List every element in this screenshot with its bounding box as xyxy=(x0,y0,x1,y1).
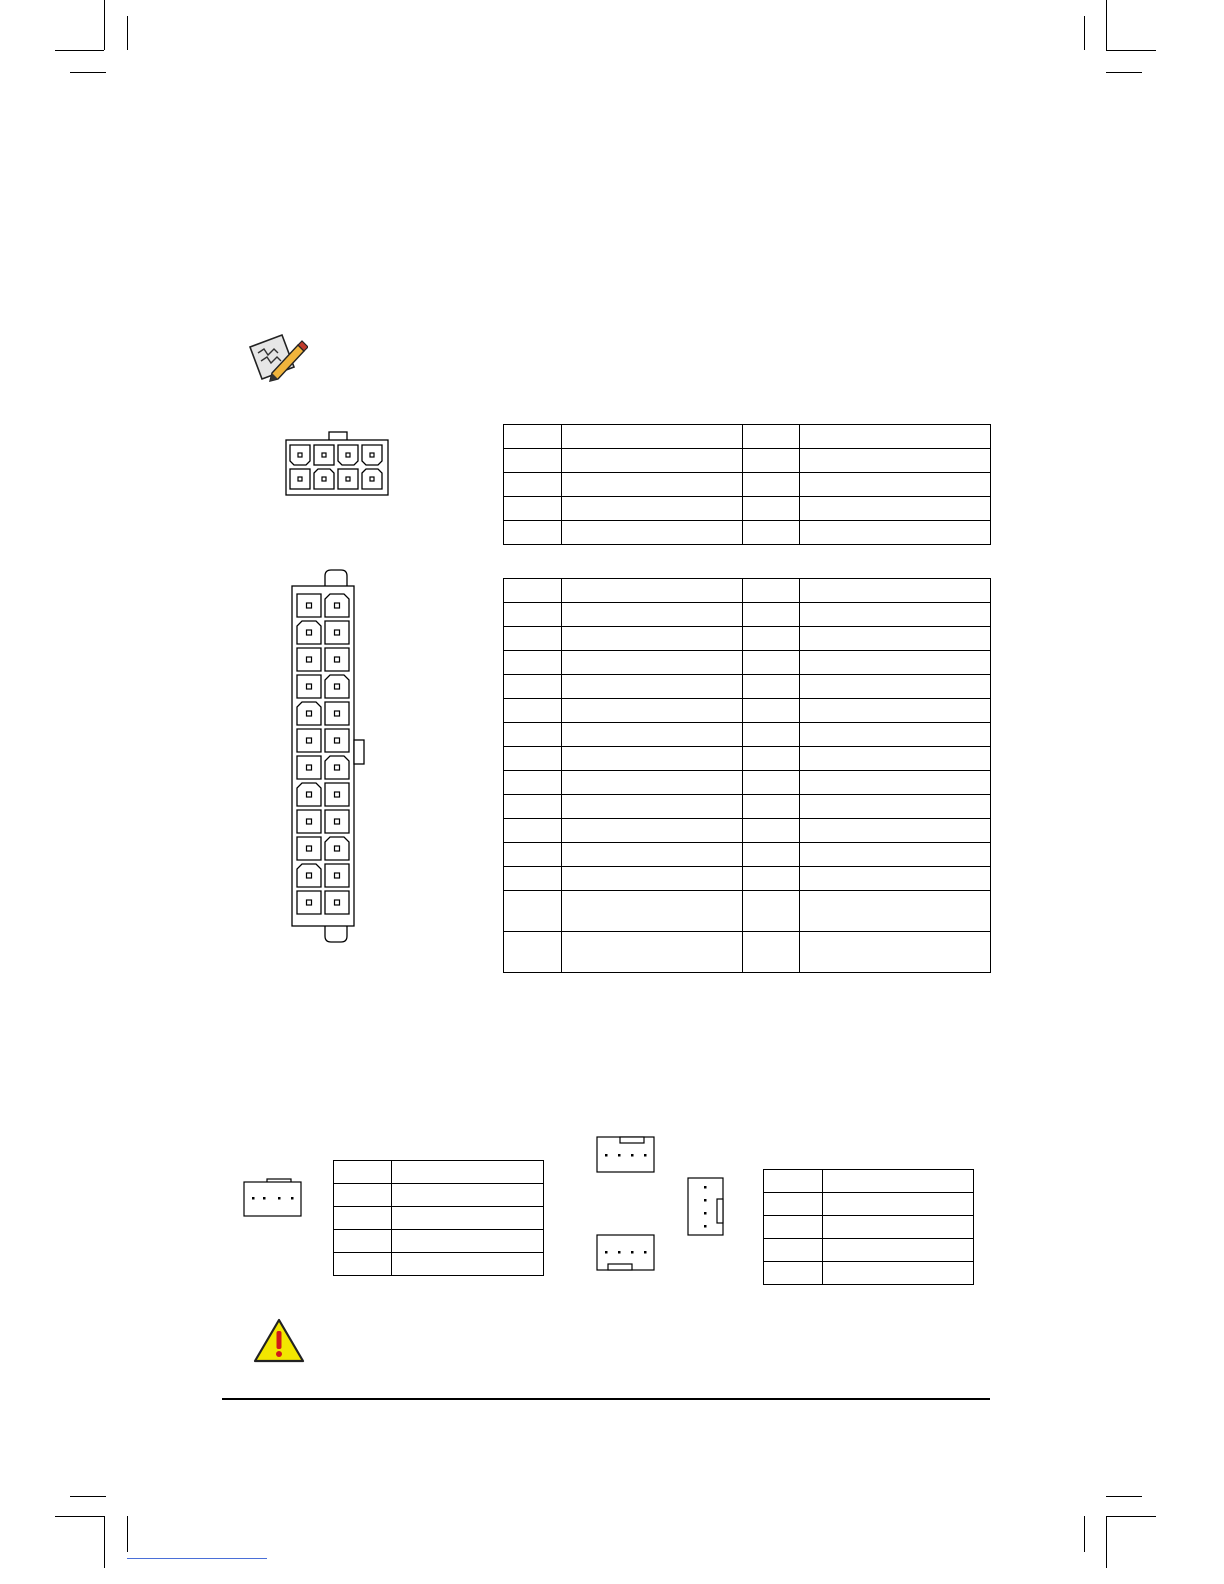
table-row xyxy=(504,675,991,699)
table-cell xyxy=(800,449,991,473)
table-cell xyxy=(504,795,562,819)
table-cell xyxy=(392,1253,544,1276)
connector-pin-contact xyxy=(335,630,340,635)
table-cell xyxy=(392,1230,544,1253)
table-cell xyxy=(562,579,743,603)
connector-pin-contact xyxy=(335,900,340,905)
connector-pin-contact xyxy=(307,738,312,743)
table-cell xyxy=(562,699,743,723)
table-cell xyxy=(504,651,562,675)
note-pencil-icon xyxy=(246,333,308,385)
footer-rule xyxy=(222,1398,990,1400)
table-cell xyxy=(504,579,562,603)
connector-pin-contact xyxy=(335,684,340,689)
table-cell xyxy=(562,497,743,521)
table-cell xyxy=(504,675,562,699)
table-cell xyxy=(743,579,800,603)
table-cell xyxy=(743,771,800,795)
fan-header-bottom-connector xyxy=(596,1234,656,1272)
table-row xyxy=(334,1230,544,1253)
table-cell xyxy=(562,603,743,627)
table-cell xyxy=(823,1170,974,1193)
table-cell xyxy=(743,932,800,973)
table-cell xyxy=(823,1193,974,1216)
table-cell xyxy=(334,1253,392,1276)
table-row xyxy=(334,1184,544,1207)
table-row xyxy=(504,651,991,675)
table-cell xyxy=(743,699,800,723)
table-row xyxy=(504,521,991,545)
connector-pin-contact xyxy=(335,819,340,824)
table-cell xyxy=(743,449,800,473)
table-cell xyxy=(562,675,743,699)
table-cell xyxy=(823,1216,974,1239)
atx-2x12-connector xyxy=(290,568,368,944)
table-cell xyxy=(800,473,991,497)
table-cell xyxy=(743,843,800,867)
table-cell xyxy=(743,867,800,891)
table-cell xyxy=(800,795,991,819)
table-cell xyxy=(800,675,991,699)
table-cell xyxy=(800,603,991,627)
fan-header-pin-table-right xyxy=(763,1169,974,1285)
table-row xyxy=(504,579,991,603)
table-cell xyxy=(743,795,800,819)
table-cell xyxy=(800,771,991,795)
table-cell xyxy=(504,867,562,891)
connector-pin-contact xyxy=(335,711,340,716)
connector-pin-contact xyxy=(307,684,312,689)
table-cell xyxy=(743,723,800,747)
table-row xyxy=(504,723,991,747)
table-cell xyxy=(334,1207,392,1230)
table-cell xyxy=(562,795,743,819)
table-cell xyxy=(743,747,800,771)
connector-pin-contact xyxy=(335,657,340,662)
table-cell xyxy=(562,723,743,747)
table-row xyxy=(504,497,991,521)
table-cell xyxy=(504,843,562,867)
table-cell xyxy=(800,627,991,651)
table-cell xyxy=(562,843,743,867)
connector-pin-contact xyxy=(335,846,340,851)
table-cell xyxy=(800,747,991,771)
table-row xyxy=(504,473,991,497)
table-row xyxy=(504,627,991,651)
table-cell xyxy=(800,932,991,973)
table-cell xyxy=(504,497,562,521)
connector-pin-contact xyxy=(307,873,312,878)
connector-pin-contact xyxy=(307,900,312,905)
table-cell xyxy=(562,651,743,675)
table-cell xyxy=(504,449,562,473)
table-cell xyxy=(562,425,743,449)
table-cell xyxy=(764,1170,823,1193)
table-cell xyxy=(562,521,743,545)
table-cell xyxy=(800,723,991,747)
connector-pin-contact xyxy=(335,792,340,797)
table-row xyxy=(504,819,991,843)
table-cell xyxy=(504,627,562,651)
atx-12v-2x4-connector xyxy=(285,431,389,497)
table-cell xyxy=(392,1184,544,1207)
table-cell xyxy=(743,675,800,699)
table-row xyxy=(504,699,991,723)
table-cell xyxy=(504,425,562,449)
table-row xyxy=(764,1239,974,1262)
table-cell xyxy=(743,473,800,497)
table-cell xyxy=(334,1230,392,1253)
table-row xyxy=(504,867,991,891)
table-cell xyxy=(392,1161,544,1184)
table-row xyxy=(334,1253,544,1276)
table-cell xyxy=(504,771,562,795)
table-cell xyxy=(392,1207,544,1230)
warning-triangle-icon xyxy=(253,1318,305,1364)
table-cell xyxy=(800,891,991,932)
table-cell xyxy=(764,1262,823,1285)
table-cell xyxy=(800,579,991,603)
table-cell xyxy=(562,891,743,932)
fan-header-3pin-connector xyxy=(243,1178,303,1218)
table-cell xyxy=(800,867,991,891)
table-cell xyxy=(743,819,800,843)
table-row xyxy=(764,1262,974,1285)
connector-pin-contact xyxy=(335,603,340,608)
connector-pin-contact xyxy=(307,792,312,797)
table-cell xyxy=(800,521,991,545)
connector-pin-contact xyxy=(307,819,312,824)
table-row xyxy=(504,603,991,627)
table-row xyxy=(504,891,991,932)
table-cell xyxy=(743,627,800,651)
table-cell xyxy=(504,932,562,973)
table-cell xyxy=(334,1161,392,1184)
table-cell xyxy=(743,891,800,932)
table-cell xyxy=(800,819,991,843)
table-cell xyxy=(504,723,562,747)
connector-pin-contact xyxy=(307,711,312,716)
connector-pin-contact xyxy=(307,603,312,608)
table-cell xyxy=(504,603,562,627)
table-row xyxy=(504,747,991,771)
table-row xyxy=(764,1170,974,1193)
table-cell xyxy=(743,521,800,545)
table-cell xyxy=(764,1193,823,1216)
table-cell xyxy=(800,651,991,675)
connector-pin-contact xyxy=(307,765,312,770)
table-cell xyxy=(504,819,562,843)
link-underline xyxy=(127,1558,267,1559)
table-row xyxy=(504,795,991,819)
table-cell xyxy=(764,1239,823,1262)
connector-pin-contact xyxy=(307,657,312,662)
table-cell xyxy=(562,627,743,651)
table-cell xyxy=(800,699,991,723)
table-row xyxy=(504,843,991,867)
table-cell xyxy=(334,1184,392,1207)
table-cell xyxy=(743,497,800,521)
connector-pin-contact xyxy=(335,738,340,743)
table-row xyxy=(334,1207,544,1230)
table-cell xyxy=(743,603,800,627)
connector-pin-contact xyxy=(307,630,312,635)
atx-12v-pin-table xyxy=(503,424,991,545)
table-cell xyxy=(504,473,562,497)
table-cell xyxy=(562,449,743,473)
fan-header-pin-table-left xyxy=(333,1160,544,1276)
table-cell xyxy=(504,891,562,932)
connector-pin-contact xyxy=(335,765,340,770)
connector-pin-contact xyxy=(335,873,340,878)
table-cell xyxy=(743,425,800,449)
table-row xyxy=(764,1193,974,1216)
table-cell xyxy=(800,497,991,521)
table-cell xyxy=(562,771,743,795)
table-cell xyxy=(800,425,991,449)
table-row xyxy=(764,1216,974,1239)
connector-pin-contact xyxy=(307,846,312,851)
table-cell xyxy=(504,747,562,771)
table-cell xyxy=(562,747,743,771)
table-row xyxy=(504,932,991,973)
table-cell xyxy=(562,819,743,843)
table-cell xyxy=(800,843,991,867)
table-cell xyxy=(823,1239,974,1262)
table-row xyxy=(334,1161,544,1184)
table-cell xyxy=(743,651,800,675)
table-cell xyxy=(562,473,743,497)
table-cell xyxy=(764,1216,823,1239)
table-cell xyxy=(823,1262,974,1285)
table-row xyxy=(504,449,991,473)
fan-header-top-connector xyxy=(596,1136,656,1174)
table-cell xyxy=(562,932,743,973)
table-cell xyxy=(504,521,562,545)
table-cell xyxy=(562,867,743,891)
table-row xyxy=(504,425,991,449)
table-cell xyxy=(504,699,562,723)
fan-header-vertical-connector xyxy=(687,1177,725,1237)
atx-main-pin-table xyxy=(503,578,991,973)
table-row xyxy=(504,771,991,795)
